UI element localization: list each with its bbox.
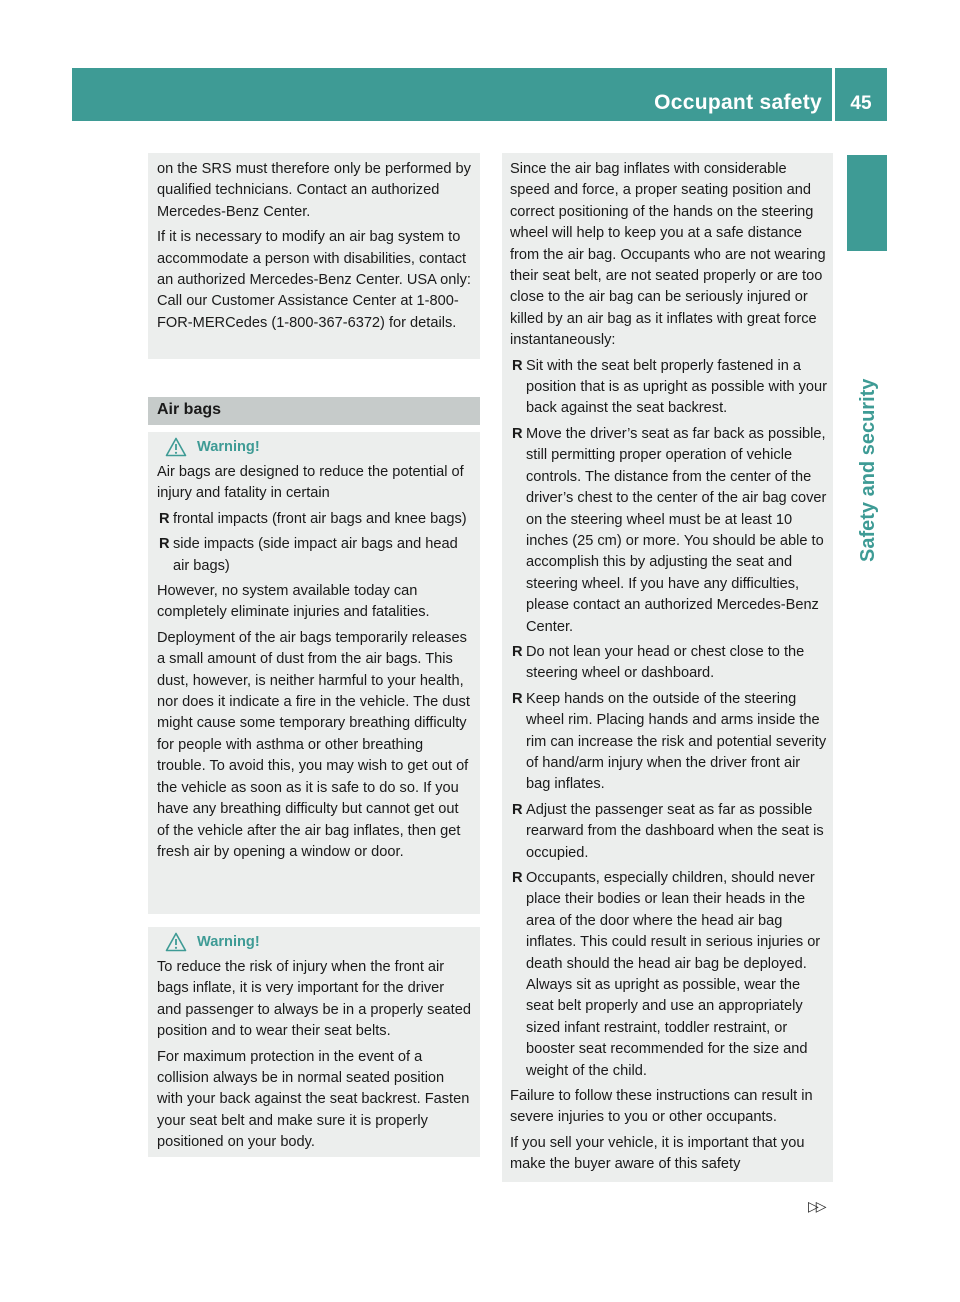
list-item-text: side impacts (side impact air bags and head air bags) bbox=[173, 536, 458, 574]
bullet: R bbox=[512, 425, 523, 442]
side-label-text: Safety and security bbox=[857, 378, 879, 562]
bullet: R bbox=[159, 536, 170, 553]
paragraph: Air bags are designed to reduce the potential of injury and fatality in certain bbox=[157, 464, 464, 502]
list-item-text: Keep hands on the outside of the steering wheel rim. Placing hands and arms inside the rim can increase the risk and potential severity of hand/arm injury when the driver front air bag inflates. bbox=[526, 690, 827, 793]
list-item bbox=[510, 642, 827, 685]
bullet: R bbox=[512, 643, 523, 660]
paragraph: on the SRS must therefore only be performed by qualified technicians. Contact an authorized Mercedes-Benz Center. bbox=[157, 161, 471, 220]
page-number-box bbox=[835, 68, 887, 121]
list-item bbox=[510, 800, 827, 864]
header-title: Occupant safety bbox=[654, 91, 822, 114]
warning-box-2 bbox=[148, 927, 480, 1157]
warning-header bbox=[157, 436, 471, 458]
list-item-text: Sit with the seat belt properly fastened in a position that is as upright as possible with your back against the seat backrest. bbox=[526, 357, 827, 417]
warning-box-1 bbox=[148, 432, 480, 914]
warning-triangle-icon bbox=[165, 437, 187, 457]
paragraph: For maximum protection in the event of a collision always be in normal seated position with your back against the seat backrest. Fasten your seat belt and make sure it is properly positioned on your body. bbox=[157, 1048, 470, 1151]
bullet: R bbox=[512, 801, 523, 818]
seating-position-box bbox=[502, 153, 833, 1182]
paragraph: Failure to follow these instructions can result in severe injuries to you or other occupants. bbox=[510, 1088, 813, 1126]
paragraph: Since the air bag inflates with considerable speed and force, a proper seating position and correct positioning of the hands on the steering wheel will help to keep you at a safe distance from the air bag. Occupants who are not wearing their seat belt, are not seated properly or are too close to the air bag can be seriously injured or killed by an air bag as it inflates with great force instantaneously: bbox=[510, 161, 826, 349]
continue-arrows-icon: ▷▷ bbox=[808, 1198, 824, 1214]
bullet: R bbox=[512, 870, 523, 886]
list-item-text: Adjust the passenger seat as far as possible rearward from the dashboard when the seat is occupied. bbox=[526, 801, 824, 861]
list-item-text: Do not lean your head or chest close to the steering wheel or dashboard. bbox=[526, 643, 805, 682]
list-item-text: Occupants, especially children, should never place their bodies or lean their heads in the area of the door where the head air bag inflates. This could result in serious injuries or death should the head air bag be deployed. Always sit as upright as possible, wear the seat belt properly and use an appropriately sized infant restraint, toddler restraint, or booster seat recommended for the size and weight of the child. bbox=[526, 870, 821, 1079]
bullet-list bbox=[510, 356, 827, 1082]
warning-label: Warning! bbox=[197, 934, 260, 950]
warning-header bbox=[157, 931, 471, 953]
list-item bbox=[157, 534, 471, 577]
bullet: R bbox=[512, 357, 523, 374]
list-item bbox=[510, 356, 827, 420]
srs-info-box bbox=[148, 153, 480, 359]
paragraph: If it is necessary to modify an air bag system to accommodate a person with disabilities, contact an authorized Mercedes-Benz Center. USA only: Call our Customer Assistance Center at 1-800-FOR-MERCedes (1-800-367-6372) for details. bbox=[157, 229, 471, 331]
list-item bbox=[157, 509, 471, 530]
list-item bbox=[510, 868, 827, 1082]
paragraph: However, no system available today can completely eliminate injuries and fatalities. bbox=[157, 583, 430, 621]
list-item bbox=[510, 424, 827, 638]
paragraph: Deployment of the air bags temporarily releases a small amount of dust from the air bags. This dust, however, is neither harmful to your health, nor does it indicate a fire in the vehicle. The dust might cause some temporary breathing difficulty for people with asthma or other breathing trouble. To avoid this, you may wish to get out of the vehicle as soon as it is safe to do so. If you have any breathing difficulty but cannot get out of the vehicle after the air bag inflates, then get fresh air by opening a window or door. bbox=[157, 629, 470, 860]
paragraph: To reduce the risk of injury when the front air bags inflate, it is very important for the driver and passenger to always be in a properly seated position and to wear their seat belts. bbox=[157, 959, 471, 1040]
list-item-text: frontal impacts (front air bags and knee bags) bbox=[173, 510, 467, 527]
side-tab bbox=[847, 155, 887, 251]
bullet: R bbox=[159, 510, 170, 527]
page-number: 45 bbox=[850, 93, 872, 114]
list-item bbox=[510, 689, 827, 796]
side-label bbox=[857, 262, 879, 562]
paragraph: If you sell your vehicle, it is important that you make the buyer aware of this safety bbox=[510, 1134, 805, 1173]
bullet: R bbox=[512, 690, 523, 707]
bullet-list bbox=[157, 509, 471, 577]
warning-label: Warning! bbox=[197, 439, 260, 455]
header-bar bbox=[72, 68, 832, 121]
section-heading bbox=[148, 397, 480, 425]
list-item-text: Move the driver’s seat as far back as possible, still permitting proper operation of vehicle controls. The distance from the center of the driver’s chest to the center of the air bag cover on the steering wheel must be at least 10 inches (25 cm) or more. You should be able to accomplish this by adjusting the seat and steering wheel. If you have any difficulties, please contact an authorized Mercedes-Benz Center. bbox=[526, 425, 827, 635]
warning-triangle-icon bbox=[165, 932, 187, 952]
section-heading-text: Air bags bbox=[157, 401, 222, 418]
